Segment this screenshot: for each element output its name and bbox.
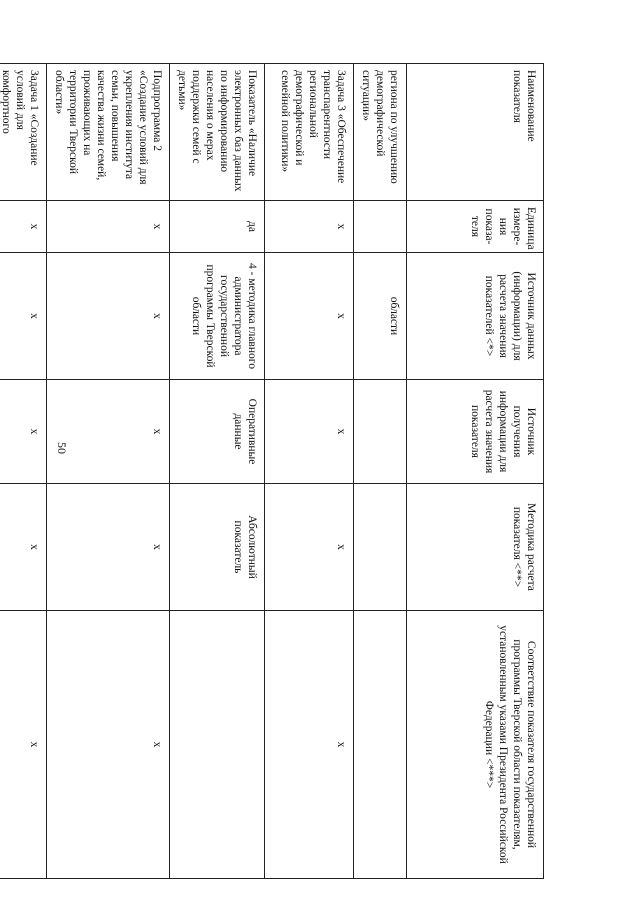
- cell-data-source: 4 - методика главного администратора государственной программы Тверской области: [170, 253, 265, 380]
- cell-info-source: х: [0, 380, 47, 484]
- header-info-source: Источник получения информации для расчета значения показателя: [407, 380, 544, 484]
- cell-name: Задача 3 «Обеспечение транспарентности региональной демографической и семейной политики»: [265, 64, 354, 201]
- cell-data-source: области: [354, 253, 407, 380]
- cell-correspondence: х: [265, 611, 354, 879]
- header-data-source: Источник данных (информации) для расчета значения показателей <*>: [407, 253, 544, 380]
- cell-info-source: х: [47, 380, 170, 484]
- cell-name: Задача 1 «Создание условий для комфортного: [0, 64, 47, 201]
- cell-correspondence: х: [0, 611, 47, 879]
- table-row: [265, 64, 354, 879]
- cell-name: региона по улучшению демографической ситуации»: [354, 64, 407, 201]
- cell-unit: х: [265, 201, 354, 253]
- table-row: [354, 64, 407, 879]
- header-indicator-name: Наименование показателя: [407, 64, 544, 201]
- cell-method: х: [265, 484, 354, 611]
- header-unit: Единица измере-ния показа-теля: [407, 201, 544, 253]
- cell-unit: х: [47, 201, 170, 253]
- table-row: [0, 64, 47, 879]
- page-number: 50: [55, 442, 69, 454]
- cell-name: Подпрограмма 2 «Создание условий для укрепления института семьи, повышения качества жизни семей, проживающих на территории Тверской области»: [47, 64, 170, 201]
- header-method: Методика расчета показателя <**>: [407, 484, 544, 611]
- cell-info-source: [354, 380, 407, 484]
- cell-data-source: х: [265, 253, 354, 380]
- cell-method: х: [47, 484, 170, 611]
- cell-method: [354, 484, 407, 611]
- cell-method: х: [0, 484, 47, 611]
- indicators-table: [0, 63, 544, 879]
- cell-correspondence: [170, 611, 265, 879]
- cell-info-source: х: [265, 380, 354, 484]
- cell-correspondence: [354, 611, 407, 879]
- cell-info-source: Оперативные данные: [170, 380, 265, 484]
- table-header-row: [407, 64, 544, 879]
- header-correspondence: Соответствие показателя государственной программы Тверской области показателям, установленным указами Президента Российской Федерации <***>: [407, 611, 544, 879]
- cell-data-source: х: [0, 253, 47, 380]
- cell-data-source: х: [47, 253, 170, 380]
- cell-unit: [354, 201, 407, 253]
- cell-unit: да: [170, 201, 265, 253]
- table-row: [170, 64, 265, 879]
- cell-correspondence: х: [47, 611, 170, 879]
- cell-unit: х: [0, 201, 47, 253]
- cell-method: Абсолютный показатель: [170, 484, 265, 611]
- cell-name: Показатель «Наличие электронных баз данных по информированию населения о мерах поддержки семей с детьми»: [170, 64, 265, 201]
- table-row: [47, 64, 170, 879]
